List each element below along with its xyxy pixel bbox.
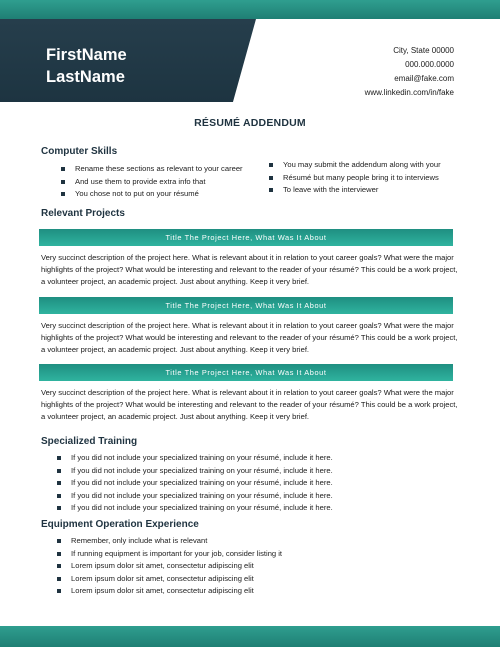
- project-description: Very succinct description of the project here. What is relevant about it in relation to yout career goals? What were the major highlights of the project? What would be interesting and relevant to the reader of your résumé? This could be a work project, a volunteer project, an academic project. Just about anything. Keep it very brief.: [41, 388, 458, 421]
- project-description: Very succinct description of the project here. What is relevant about it in relation to yout career goals? What were the major highlights of the project? What would be interesting and relevant to the reader of your résumé? This could be a work project, a volunteer project, an academic project. Just about anything. Keep it very brief.: [41, 321, 458, 354]
- contact-phone: 000.000.0000: [405, 60, 454, 69]
- list-item: You chose not to put on your résumé: [61, 188, 243, 201]
- list-item: If you did not include your specialized training on your résumé, include it here.: [57, 502, 333, 515]
- list-item: Rename these sections as relevant to your career: [61, 163, 243, 176]
- computer-skills-left-list: [61, 163, 243, 201]
- computer-skills-heading: Computer Skills: [41, 146, 118, 157]
- list-item: Lorem ipsum dolor sit amet, consectetur adipiscing elit: [57, 573, 282, 586]
- document-title: RÉSUMÉ ADDENDUM: [194, 117, 306, 129]
- project-title-bar: Title The Project Here, What Was It About: [39, 364, 453, 381]
- specialized-training-list: [57, 452, 333, 515]
- relevant-projects-heading: Relevant Projects: [41, 208, 125, 219]
- last-name: LastName: [46, 68, 125, 86]
- name-banner: [0, 19, 256, 102]
- project-title-bar: Title The Project Here, What Was It About: [39, 297, 453, 314]
- list-item: Lorem ipsum dolor sit amet, consectetur adipiscing elit: [57, 585, 282, 598]
- contact-linkedin: www.linkedin.com/in/fake: [364, 88, 454, 97]
- list-item: If you did not include your specialized training on your résumé, include it here.: [57, 465, 333, 478]
- specialized-training-heading: Specialized Training: [41, 436, 138, 447]
- bottom-accent-band: [0, 626, 500, 647]
- first-name: FirstName: [46, 46, 127, 64]
- project-description: Very succinct description of the project here. What is relevant about it in relation to yout career goals? What were the major highlights of the project? What would be interesting and relevant to the reader of your résumé? This could be a work project, a volunteer project, an academic project. Just about anything. Keep it very brief.: [41, 253, 458, 286]
- list-item: Remember, only include what is relevant: [57, 535, 282, 548]
- top-accent-band: [0, 0, 500, 19]
- list-item: Lorem ipsum dolor sit amet, consectetur adipiscing elit: [57, 560, 282, 573]
- contact-info: [365, 44, 454, 100]
- list-item: If running equipment is important for your job, consider listing it: [57, 548, 282, 561]
- list-item: Résumé but many people bring it to interviews: [269, 172, 441, 185]
- list-item: And use them to provide extra info that: [61, 176, 243, 189]
- list-item: If you did not include your specialized training on your résumé, include it here.: [57, 490, 333, 503]
- equipment-heading: Equipment Operation Experience: [41, 519, 199, 530]
- contact-email: email@fake.com: [394, 74, 454, 83]
- list-item: You may submit the addendum along with your: [269, 159, 441, 172]
- project-title-bar: Title The Project Here, What Was It About: [39, 229, 453, 246]
- computer-skills-right-list: [269, 159, 441, 197]
- list-item: If you did not include your specialized training on your résumé, include it here.: [57, 452, 333, 465]
- list-item: To leave with the interviewer: [269, 184, 441, 197]
- list-item: If you did not include your specialized training on your résumé, include it here.: [57, 477, 333, 490]
- equipment-list: [57, 535, 282, 598]
- contact-address: City, State 00000: [393, 46, 454, 55]
- candidate-name: [46, 44, 127, 88]
